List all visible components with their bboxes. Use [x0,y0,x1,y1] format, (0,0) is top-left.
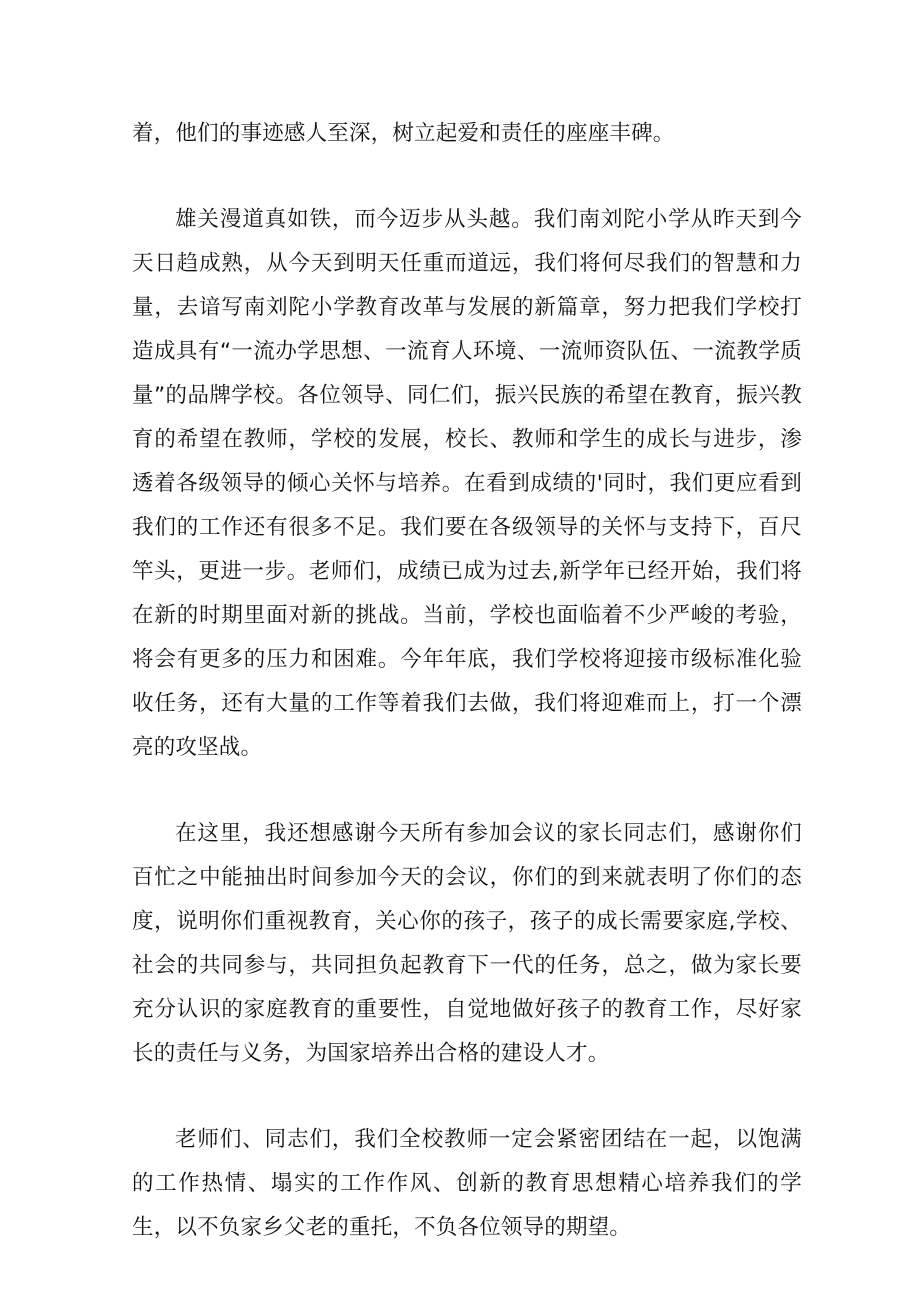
paragraph-4: 老师们、同志们，我们全校教师一定会紧密团结在一起，以饱满的工作热情、塌实的工作作风、创新的教育思想精心培养我们的学生，以不负家乡父老的重托，不负各位领导的期望。 [132,1127,802,1240]
paragraph-2: 雄关漫道真如铁，而今迈步从头越。我们南刘陀小学从昨天到今天日趋成熟，从今天到明天任重而道远，我们将何尽我们的智慧和力量，去谙写南刘陀小学教育改革与发展的新篇章，努力把我们学校打造成具有“一流办学思想、一流育人环境、一流师资队伍、一流教学质量”的品牌学校。各位领导、同仁们，振兴民族的希望在教育，振兴教育的希望在教师，学校的发展，校长、教师和学生的成长与进步，渗透着各级领导的倾心关怀与培养。在看到成绩的'同时，我们更应看到我们的工作还有很多不足。我们要在各级领导的关怀与支持下，百尺竿头，更进一步。老师们，成绩已成为过去,新学年已经开始，我们将在新的时期里面对新的挑战。当前，学校也面临着不少严峻的考验，将会有更多的压力和困难。今年年底，我们学校将迎接市级标准化验收任务，还有大量的工作等着我们去做，我们将迎难而上，打一个漂亮的攻坚战。 [132,207,802,760]
document-body [132,112,802,1250]
paragraph-3: 在这里，我还想感谢今天所有参加会议的家长同志们，感谢你们百忙之中能抽出时间参加今天的会议，你们的到来就表明了你们的态度，说明你们重视教育，关心你的孩子，孩子的成长需要家庭,学校、社会的共同参与，共同担负起教育下一代的任务，总之，做为家长要充分认识的家庭教育的重要性，自觉地做好孩子的教育工作，尽好家长的责任与义务，为国家培养出合格的建设人才。 [132,821,802,1066]
paragraph-1: 着，他们的事迹感人至深，树立起爱和责任的座座丰碑。 [132,121,675,146]
